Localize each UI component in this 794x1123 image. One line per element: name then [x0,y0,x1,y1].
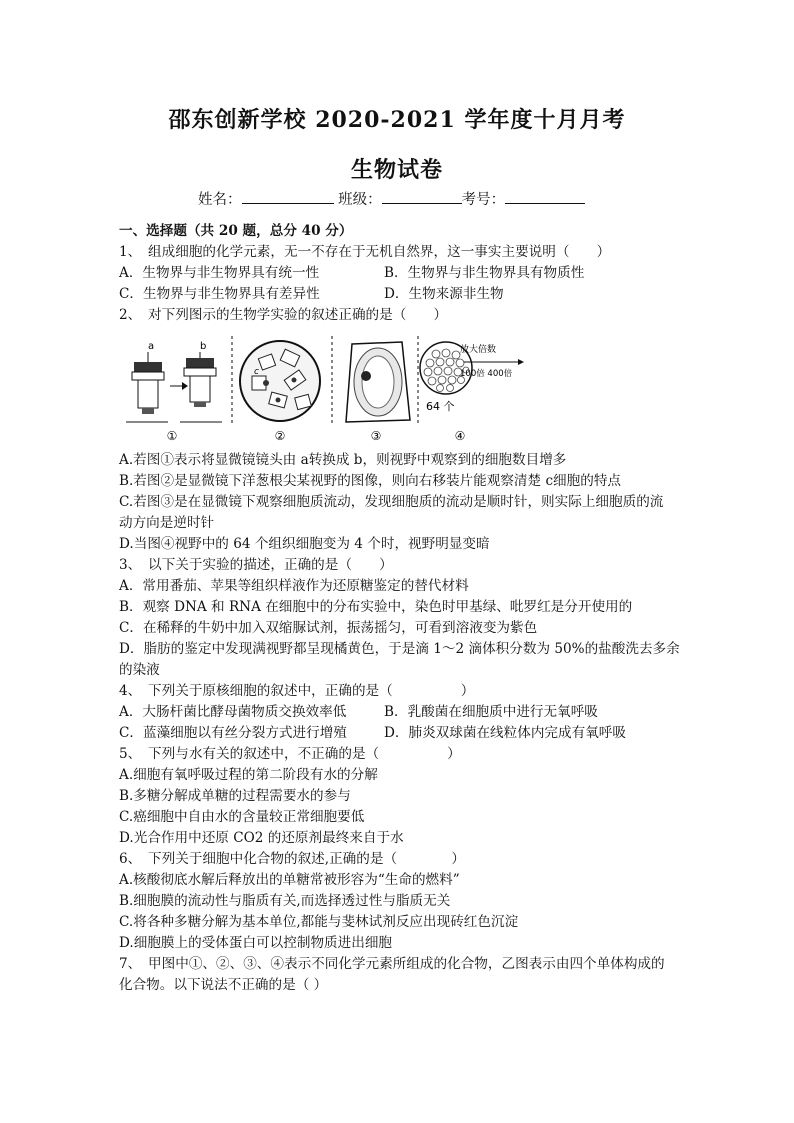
question-4: 4、 下列关于原核细胞的叙述中，正确的是（ ） [119,683,475,699]
option-6d: D.细胞膜上的受体蛋白可以控制物质进出细胞 [119,935,393,951]
option-3d: D．脂肪的鉴定中发现满视野都呈现橘黄色，于是滴 1～2 滴体积分数为 50%的盐酸洗去多余 [119,641,680,657]
student-info-row [198,188,585,209]
exam-number-label: 考号： [461,192,506,208]
option-6a: A.核酸彻底水解后释放出的单糖常被形容为“生命的燃料” [119,872,460,888]
panel-number-3: ③ [370,429,382,443]
option-1a: A．生物界与非生物界具有统一性 [119,265,320,281]
option-6b: B.细胞膜的流动性与脂质有关,而选择透过性与脂质无关 [119,893,451,909]
panel-number-4: ④ [454,429,466,443]
option-3d-cont: 的染液 [119,662,160,678]
zoom-values: 100倍 400倍 [460,369,513,379]
lens-label-a: a [148,341,155,352]
option-5c: C.癌细胞中自由水的含量较正常细胞要低 [119,809,365,825]
microscope-figure [120,336,530,446]
option-1c: C．生物界与非生物界具有差异性 [119,286,320,302]
cell-count-label: 64 个 [426,400,455,413]
objective-lens-panel [126,341,222,422]
option-2c-cont: 动方向是逆时针 [119,515,215,531]
option-2d: D.当图④视野中的 64 个组织细胞变为 4 个时，视野明显变暗 [119,536,490,552]
option-2b: B.若图②是显微镜下洋葱根尖某视野的图像，则向右移装片能观察清楚 c细胞的特点 [119,473,622,489]
option-4b: B．乳酸菌在细胞质中进行无氧呼吸 [384,704,598,720]
question-7: 7、 甲图中①、②、③、④表示不同化学元素所组成的化合物，乙图表示由四个单体构成的 [119,956,665,972]
question-1: 1、 组成细胞的化学元素，无一不存在于无机自然界，这一事实主要说明（ ） [119,244,611,260]
lens-label-b: b [200,341,207,352]
exam-number-blank [505,189,585,204]
class-label: 班级： [338,192,382,208]
option-1d: D．生物来源非生物 [384,286,504,302]
option-2c: C.若图③是在显微镜下观察细胞质流动，发现细胞质的流动是顺时针，则实际上细胞质的流 [119,494,664,510]
name-blank [242,189,334,204]
root-tip-view-panel [240,341,320,421]
option-5d: D.光合作用中还原 CO2 的还原剂最终来自于水 [119,830,404,846]
option-5b: B.多糖分解成单糖的过程需要水的参与 [119,788,351,804]
question-6: 6、 下列关于细胞中化合物的叙述,正确的是（ ） [119,851,466,867]
question-2: 2、 对下列图示的生物学实验的叙述正确的是（ ） [119,307,448,323]
option-5a: A.细胞有氧呼吸过程的第二阶段有水的分解 [119,767,378,783]
question-7-cont: 化合物。以下说法不正确的是（ ） [119,977,328,993]
option-4a: A．大肠杆菌比酵母菌物质交换效率低 [119,704,347,720]
page-title: 邵东创新学校 2020-2021 学年度十月月考 [168,107,626,133]
option-3b: B．观察 DNA 和 RNA 在细胞中的分布实验中，染色时甲基绿、吡罗红是分开使用的 [119,599,633,615]
option-1b: B．生物界与非生物界具有物质性 [384,265,585,281]
option-3c: C．在稀释的牛奶中加入双缩脲试剂，振荡摇匀，可看到溶液变为紫色 [119,620,538,636]
panel-number-2: ② [274,429,286,443]
cell-count-panel [420,342,524,413]
option-4c: C．蓝藻细胞以有丝分裂方式进行增殖 [119,725,347,741]
option-2a: A.若图①表示将显微镜镜头由 a转换成 b，则视野中观察到的细胞数目增多 [119,452,567,468]
page-subtitle: 生物试卷 [350,157,443,183]
question-3: 3、 以下关于实验的描述，正确的是（ ） [119,557,393,573]
option-4d: D．肺炎双球菌在线粒体内完成有氧呼吸 [384,725,626,741]
cell-label-c: c [254,367,259,377]
class-blank [382,189,462,204]
option-3a: A．常用番茄、苹果等组织样液作为还原糖鉴定的替代材料 [119,578,469,594]
name-label: 姓名： [198,192,242,208]
zoom-label: 放大倍数 [460,345,497,355]
section-heading: 一、选择题（共 20 题，总分 40 分） [119,223,353,239]
option-6c: C.将各种多糖分解为基本单位,都能与斐林试剂反应出现砖红色沉淀 [119,914,519,930]
plant-cell-panel [346,342,410,422]
panel-number-1: ① [166,429,178,443]
question-5: 5、 下列与水有关的叙述中，不正确的是（ ） [119,746,461,762]
